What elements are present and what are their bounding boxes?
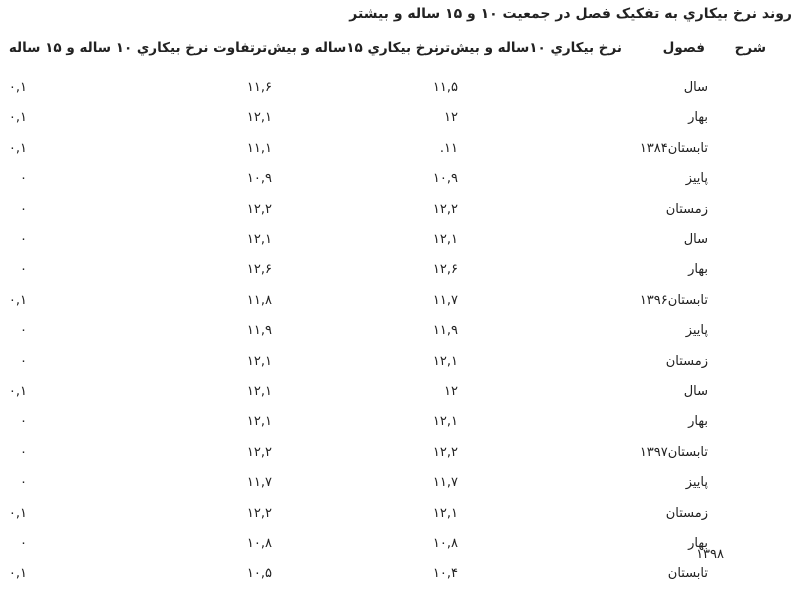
cell-rate10: ۱۰,۸: [432, 536, 458, 551]
cell-rate15: ۱۲,۱: [246, 353, 272, 369]
cell-season: تابستان: [667, 566, 708, 582]
cell-diff: ۰: [20, 475, 27, 491]
cell-diff: ۰: [20, 323, 27, 339]
cell-season-text: تابستان: [667, 140, 708, 156]
table-row: [0, 562, 800, 586]
cell-season: بهار: [688, 262, 708, 278]
cell-diff: ۰,۱: [8, 384, 27, 399]
cell-season: [640, 289, 708, 313]
cell-season: سال: [683, 232, 708, 247]
cell-diff: ۰,۱: [8, 505, 27, 521]
cell-rate15: ۱۲,۱: [246, 232, 272, 247]
cell-rate10: ۱۱,۷: [432, 475, 458, 491]
cell-diff: ۰,۱: [8, 140, 27, 156]
cell-rate10: ۱۱,۷: [432, 292, 458, 308]
cell-season: زمستان: [665, 353, 708, 369]
table-row: [0, 380, 800, 404]
cell-season: بهار: [688, 536, 708, 551]
table-row: [0, 532, 800, 556]
cell-diff: ۰,۱: [8, 292, 27, 308]
cell-diff: ۰,۱: [8, 80, 27, 95]
cell-rate10: ۱۲,۱: [432, 505, 458, 521]
cell-rate10: ۱۲,۶: [432, 262, 458, 278]
cell-rate10: ۱۲,۲: [432, 201, 458, 217]
table-row: [0, 471, 800, 495]
cell-rate10: ۱۲: [444, 110, 458, 126]
cell-diff: ۰,۱: [8, 566, 27, 582]
cell-rate15: ۱۲,۱: [246, 384, 272, 399]
cell-rate15: ۱۲,۱: [246, 414, 272, 430]
cell-diff: ۰: [20, 536, 27, 551]
cell-year: ۱۳۹۷: [639, 444, 668, 460]
cell-rate15: ۱۰,۹: [246, 171, 272, 187]
cell-season: پاييز: [685, 323, 708, 339]
table-row: [0, 198, 800, 222]
cell-rate10: ۱۱,۵: [432, 80, 458, 95]
cell-diff: ۰: [20, 262, 27, 278]
cell-diff: ۰: [20, 353, 27, 369]
table-row: [0, 258, 800, 282]
cell-rate10: ۱۲,۱: [432, 232, 458, 247]
cell-rate15: ۱۱,۸: [246, 292, 272, 308]
cell-diff: ۰: [20, 232, 27, 247]
table-row: [0, 502, 800, 526]
cell-season-text: تابستان: [667, 444, 708, 460]
cell-diff: ۰,۱: [8, 110, 27, 126]
cell-season: [640, 137, 708, 161]
cell-rate15: ۱۲,۲: [246, 201, 272, 217]
cell-rate15: ۱۲,۱: [246, 110, 272, 126]
cell-rate10: ۱۰,۴: [432, 566, 458, 582]
table-row: [0, 441, 800, 465]
cell-season: بهار: [688, 110, 708, 126]
header-fasl: فصول: [662, 40, 705, 56]
header-sharh: شرح: [734, 40, 766, 56]
cell-season: سال: [683, 80, 708, 95]
header-diff: تفاوت نرخ بيکاري ۱۰ ساله و ۱۵ ساله: [8, 40, 255, 56]
cell-rate10: ۱۲: [444, 384, 458, 399]
cell-rate10: ۱۰,۹: [432, 171, 458, 187]
table-row: [0, 319, 800, 343]
cell-season: بهار: [688, 414, 708, 430]
cell-rate15: ۱۲,۲: [246, 505, 272, 521]
page-title: روند نرخ بيکاري به تفکيک فصل در جمعيت ۱۰ و ۱۵ ساله و بيشتر: [349, 6, 792, 22]
cell-rate10: ۱۲,۲: [432, 444, 458, 460]
table-row: [0, 106, 800, 130]
cell-season: پاييز: [685, 171, 708, 187]
cell-year: ۱۳۸۴: [639, 140, 668, 156]
cell-rate15: ۱۱,۹: [246, 323, 272, 339]
cell-diff: ۰: [20, 171, 27, 187]
cell-season-text: تابستان: [667, 292, 708, 308]
cell-rate15: ۱۰,۵: [246, 566, 272, 582]
cell-rate15: ۱۱,۶: [246, 80, 272, 95]
table-row: [0, 137, 800, 161]
cell-rate15: ۱۲,۲: [246, 444, 272, 460]
table-row: [0, 167, 800, 191]
cell-season: [640, 441, 708, 465]
cell-rate10: ۱۱,۹: [432, 323, 458, 339]
cell-rate15: ۱۱,۷: [246, 475, 272, 491]
cell-season: زمستان: [665, 505, 708, 521]
cell-rate10: ۱۲,۱: [432, 414, 458, 430]
cell-rate15: ۱۱,۱: [246, 140, 272, 156]
table-row: [0, 76, 800, 100]
cell-rate15: ۱۲,۶: [246, 262, 272, 278]
header-rate10: نرخ بيکاري ۱۰ساله و بيش‌تر: [436, 40, 622, 56]
table-row: [0, 228, 800, 252]
table-row: [0, 289, 800, 313]
year-label-1398: ۱۳۹۸: [696, 547, 724, 562]
cell-rate10: ۱۱.: [439, 140, 458, 156]
cell-diff: ۰: [20, 444, 27, 460]
cell-season: سال: [683, 384, 708, 399]
cell-season: پاييز: [685, 475, 708, 491]
table-row: [0, 350, 800, 374]
table-row: [0, 410, 800, 434]
cell-diff: ۰: [20, 414, 27, 430]
cell-rate10: ۱۲,۱: [432, 353, 458, 369]
cell-diff: ۰: [20, 201, 27, 217]
cell-rate15: ۱۰,۸: [246, 536, 272, 551]
cell-season: زمستان: [665, 201, 708, 217]
cell-year: ۱۳۹۶: [639, 292, 668, 308]
header-rate15: نرخ بيکاري ۱۵ساله و بيش‌تر: [253, 40, 439, 56]
